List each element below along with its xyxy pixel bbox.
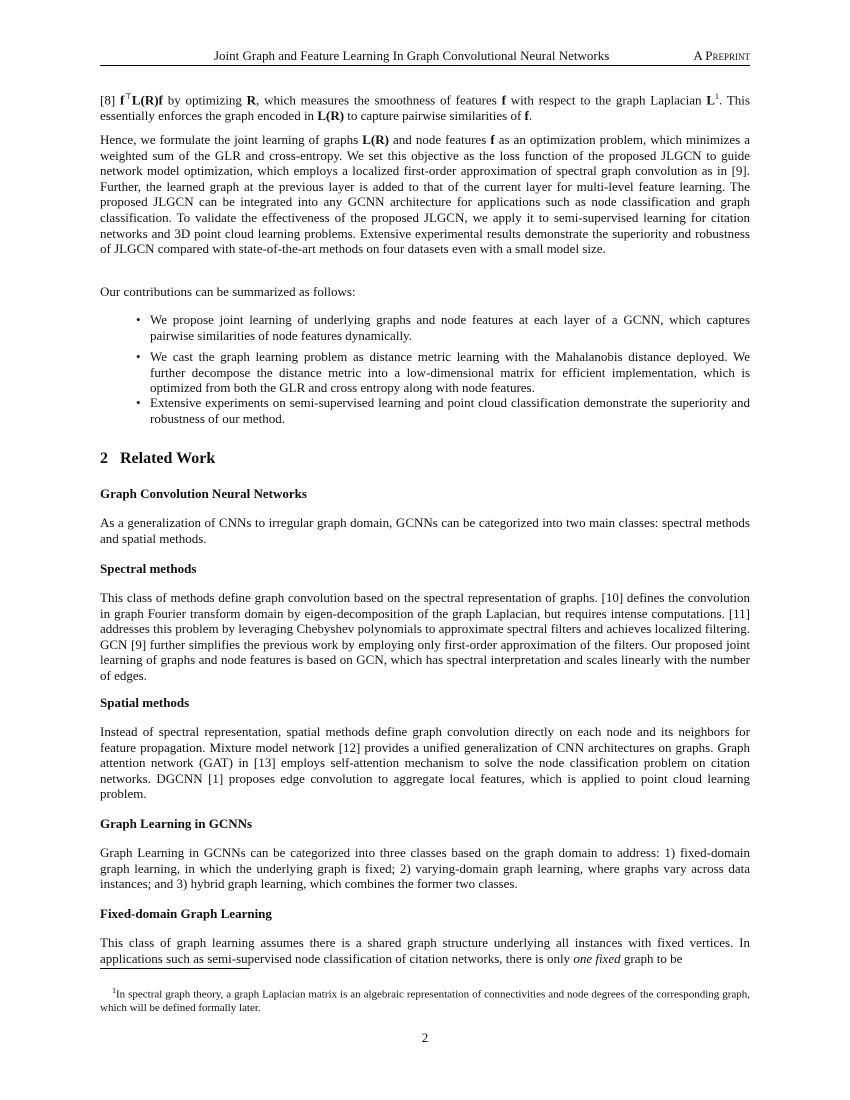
text: ⊤ xyxy=(124,92,132,101)
emphasis: one fixed xyxy=(573,950,621,966)
section-heading xyxy=(100,450,750,468)
math-symbol: f xyxy=(119,92,125,108)
subsection-paragraph: As a generalization of CNNs to irregular graph domain, GCNNs can be categorized into two main classes: spectral methods and spatial methods. xyxy=(100,515,750,546)
running-header xyxy=(100,47,750,66)
math-symbol: f xyxy=(524,107,529,123)
text: by optimizing xyxy=(162,92,247,108)
subsection-paragraph: This class of methods define graph convolution based on the spectral representation of graphs. [10] defines the convolution in graph Fourier transform domain by eigen-decomposition of the graph Laplacian, but requires intense computations. [11] addresses this problem by leveraging Chebyshev polynomials to approximate spectral filters and achieves localized filtering. GCN [9] further simplifies the previous work by employing only first-order approximation of the filters. Our proposed joint learning of graphs and node features is based on GCN, which has spectral interpretation and scales linearly with the number of edges. xyxy=(100,590,750,683)
intro-paragraph-1 xyxy=(100,89,750,124)
section-title: Related Work xyxy=(120,450,216,467)
subsection-heading: Graph Convolution Neural Networks xyxy=(100,486,307,501)
text: 1 xyxy=(715,92,720,101)
text: [8] xyxy=(100,92,120,108)
contribution-text: We cast the graph learning problem as distance metric learning with the Mahalanobis distance deployed. We further decompose the distance metric into a low-dimensional matrix for efficient implementation, which is optimized from both the GLR and cross entropy along with node features. xyxy=(150,349,750,396)
text: as an optimization problem, which minimizes a weighted sum of the GLR and cross-entropy. We set this objective as the loss function of the proposed JLGCN to guide network model optimization, which employs a localized first-order approximation of spectral graph convolution as in [9]. Further, the learned graph at the previous layer is added to that of the current layer for multi-level feature learning. The proposed JLGCN can be integrated into any GCNN architecture for applications such as node classification and graph classification. To validate the effectiveness of the proposed JLGCN, we apply it to semi-supervised learning for citation networks and 3D point cloud learning problems. Extensive experimental results demonstrate the superiority and robustness of JLGCN compared with state-of-the-art methods on four datasets even with a small model size. xyxy=(100,132,751,257)
text: and node features xyxy=(388,132,491,147)
contributions-intro: Our contributions can be summarized as follows: xyxy=(100,284,356,299)
text: to capture pairwise similarities of xyxy=(344,107,525,123)
math-symbol: L(R)f xyxy=(131,92,163,108)
contribution-text: We propose joint learning of underlying graphs and node features at each layer of a GCNN, which captures pairwise similarities of node features dynamically. xyxy=(150,312,750,343)
contribution-item xyxy=(136,312,750,343)
preprint-tag: A Preprint xyxy=(693,48,750,63)
running-title: Joint Graph and Feature Learning In Graph Convolutional Neural Networks xyxy=(214,48,610,63)
text: . xyxy=(528,107,533,123)
math-symbol: L xyxy=(706,92,716,108)
bullet-icon: • xyxy=(136,349,141,364)
subsection-paragraph: Graph Learning in GCNNs can be categorized into three classes based on the graph domain to address: 1) fixed-domain graph learning, in which the underlying graph is fixed; 2) varying-domain graph learning, where graphs vary across data instances; and 3) hybrid graph learning, which combines the former two classes. xyxy=(100,845,750,892)
footnote-text: In spectral graph theory, a graph Laplacian matrix is an algebraic representation of connectivities and node degrees of the corresponding graph, which will be defined formally later. xyxy=(100,988,750,1015)
page-number: 2 xyxy=(421,1030,429,1045)
math-symbol: R xyxy=(246,92,257,108)
bullet-icon: • xyxy=(136,312,141,327)
text: , which measures the smoothness of features xyxy=(256,92,502,108)
text: . This essentially enforces the graph encoded in xyxy=(100,92,750,123)
contribution-item xyxy=(136,395,750,426)
subsection-heading: Graph Learning in GCNNs xyxy=(100,816,253,831)
contribution-text: Extensive experiments on semi-supervised learning and point cloud classification demonstrate the superiority and robustness of our method. xyxy=(150,395,750,426)
subsection-paragraph: Instead of spectral representation, spatial methods define graph convolution directly on each node and its neighbors for feature propagation. Mixture model network [12] provides a unified generalization of CNN architectures on graphs. Graph attention network (GAT) in [13] employs self-attention mechanism to solve the node classification problem on citation networks. DGCNN [1] proposes edge convolution to aggregate local features, which is applied to point cloud learning problem. xyxy=(100,724,750,802)
intro-paragraph-2 xyxy=(100,132,750,257)
text: This class of graph learning assumes there is a shared graph structure underlying all instances with fixed vertices. In applications such as semi-supervised node classification of citation networks, there is only xyxy=(100,935,750,966)
bullet-icon: • xyxy=(136,395,141,410)
subsection-heading: Spectral methods xyxy=(100,561,197,576)
footnote-mark: 1 xyxy=(112,986,116,995)
footnote xyxy=(100,984,750,1016)
math-symbol: f xyxy=(501,92,506,108)
text: with respect to the graph Laplacian xyxy=(505,92,707,108)
section-number: 2 xyxy=(100,450,108,467)
footnote-rule xyxy=(100,968,250,969)
subsection-paragraph xyxy=(100,935,750,966)
contribution-item xyxy=(136,349,750,396)
subsection-heading: Spatial methods xyxy=(100,695,190,710)
text: Hence, we formulate the joint learning of graphs xyxy=(100,132,363,147)
math-symbol: f xyxy=(490,132,495,147)
math-symbol: L(R) xyxy=(317,107,345,123)
subsection-heading: Fixed-domain Graph Learning xyxy=(100,906,272,921)
text: graph to be xyxy=(620,950,683,966)
math-symbol: L(R) xyxy=(362,132,389,147)
